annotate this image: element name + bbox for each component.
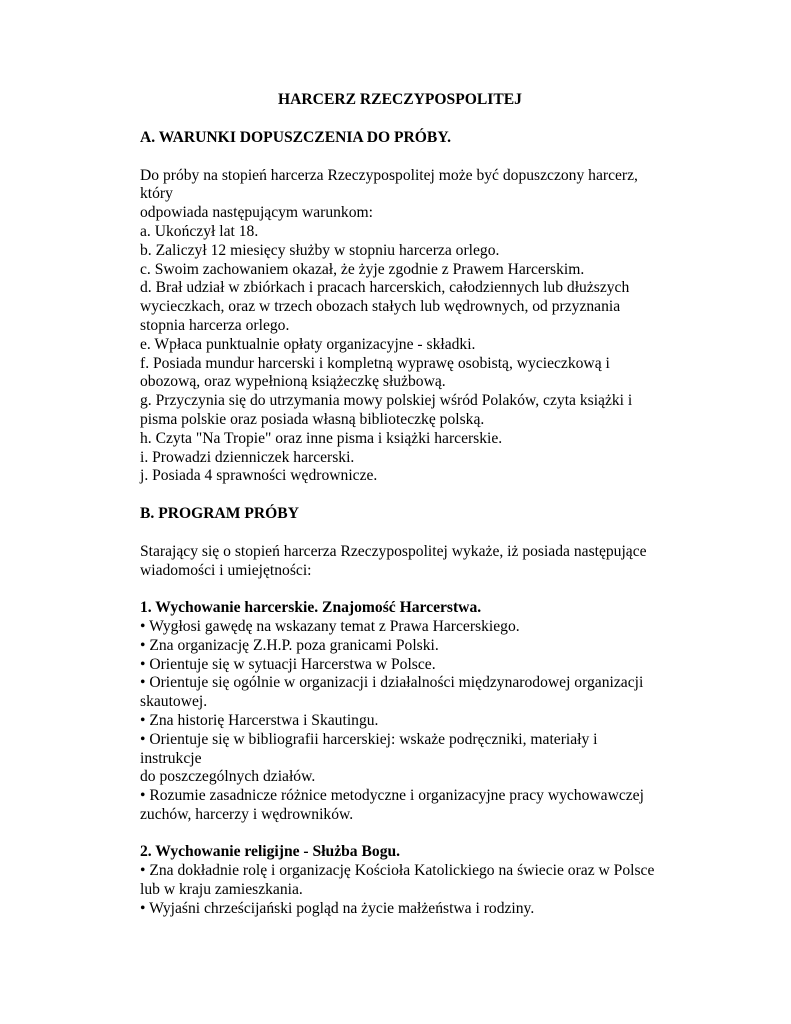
part-1-line: zuchów, harcerzy i wędrowników. bbox=[140, 805, 354, 823]
section-a-heading: A. WARUNKI DOPUSZCZENIA DO PRÓBY. bbox=[140, 128, 452, 146]
document-page bbox=[140, 91, 660, 919]
part-1-line: • Orientuje się w bibliografii harcerskiej: wskaże podręczniki, materiały i bbox=[140, 730, 598, 748]
section-a-line: b. Zaliczył 12 miesięcy służby w stopniu harcerza orlego. bbox=[140, 241, 500, 259]
part-1-line: • Wygłosi gawędę na wskazany temat z Prawa Harcerskiego. bbox=[140, 617, 520, 635]
section-a-line: odpowiada następującym warunkom: bbox=[140, 204, 373, 222]
spacer bbox=[140, 825, 660, 844]
section-a-line: stopnia harcerza orlego. bbox=[140, 316, 290, 334]
part-1-heading: 1. Wychowanie harcerskie. Znajomość Harcerstwa. bbox=[140, 599, 482, 617]
section-a-line: h. Czyta "Na Tropie" oraz inne pisma i książki harcerskie. bbox=[140, 429, 503, 447]
section-a-line: j. Posiada 4 sprawności wędrownicze. bbox=[140, 467, 378, 485]
section-a-line: c. Swoim zachowaniem okazał, że żyje zgodnie z Prawem Harcerskim. bbox=[140, 260, 585, 278]
section-a-line: pisma polskie oraz posiada własną biblioteczkę polską. bbox=[140, 410, 485, 428]
section-a-line: Do próby na stopień harcerza Rzeczypospolitej może być dopuszczony harcerz, bbox=[140, 166, 638, 184]
section-a-line: d. Brał udział w zbiórkach i pracach harcerskich, całodziennych lub dłuższych bbox=[140, 279, 630, 297]
section-b-heading: B. PROGRAM PRÓBY bbox=[140, 504, 299, 522]
spacer bbox=[140, 486, 660, 505]
section-a-line: g. Przyczynia się do utrzymania mowy polskiej wśród Polaków, czyta książki i bbox=[140, 392, 633, 410]
part-2-line: • Zna dokładnie rolę i organizację Kościoła Katolickiego na świecie oraz w Polsce bbox=[140, 862, 655, 880]
part-1-line: • Zna historię Harcerstwa i Skautingu. bbox=[140, 711, 379, 729]
part-2-line: • Wyjaśni chrześcijański pogląd na życie małżeństwa i rodziny. bbox=[140, 899, 535, 917]
spacer bbox=[140, 580, 660, 599]
section-b-intro-line: wiadomości i umiejętności: bbox=[140, 561, 312, 579]
part-2-line: lub w kraju zamieszkania. bbox=[140, 881, 303, 899]
part-1 bbox=[140, 599, 660, 825]
section-b-intro bbox=[140, 543, 660, 581]
part-1-line: skautowej. bbox=[140, 693, 208, 711]
part-1-line: do poszczególnych działów. bbox=[140, 768, 316, 786]
document-title: HARCERZ RZECZYPOSPOLITEJ bbox=[278, 91, 522, 108]
part-1-line: • Zna organizację Z.H.P. poza granicami Polski. bbox=[140, 636, 439, 654]
part-1-line: • Orientuje się ogólnie w organizacji i działalności międzynarodowej organizacji bbox=[140, 674, 644, 692]
section-a-line: i. Prowadzi dzienniczek harcerski. bbox=[140, 448, 355, 466]
part-1-line: • Orientuje się w sytuacji Harcerstwa w Polsce. bbox=[140, 655, 436, 673]
section-a-line: który bbox=[140, 185, 173, 203]
section-a-line: a. Ukończył lat 18. bbox=[140, 222, 259, 240]
section-a-line: e. Wpłaca punktualnie opłaty organizacyjne - składki. bbox=[140, 335, 476, 353]
section-a-line: obozową, oraz wypełnioną książeczkę służbową. bbox=[140, 373, 446, 391]
section-a-line: f. Posiada mundur harcerski i kompletną wyprawę osobistą, wycieczkową i bbox=[140, 354, 610, 372]
section-b-intro-line: Starający się o stopień harcerza Rzeczypospolitej wykaże, iż posiada następujące bbox=[140, 542, 647, 560]
part-2 bbox=[140, 843, 660, 918]
part-1-line: • Rozumie zasadnicze różnice metodyczne i organizacyjne pracy wychowawczej bbox=[140, 787, 644, 805]
section-a-body bbox=[140, 167, 660, 487]
part-2-heading: 2. Wychowanie religijne - Służba Bogu. bbox=[140, 843, 401, 861]
part-1-line: instrukcje bbox=[140, 749, 202, 767]
section-a-line: wycieczkach, oraz w trzech obozach stałych lub wędrownych, od przyznania bbox=[140, 298, 621, 316]
